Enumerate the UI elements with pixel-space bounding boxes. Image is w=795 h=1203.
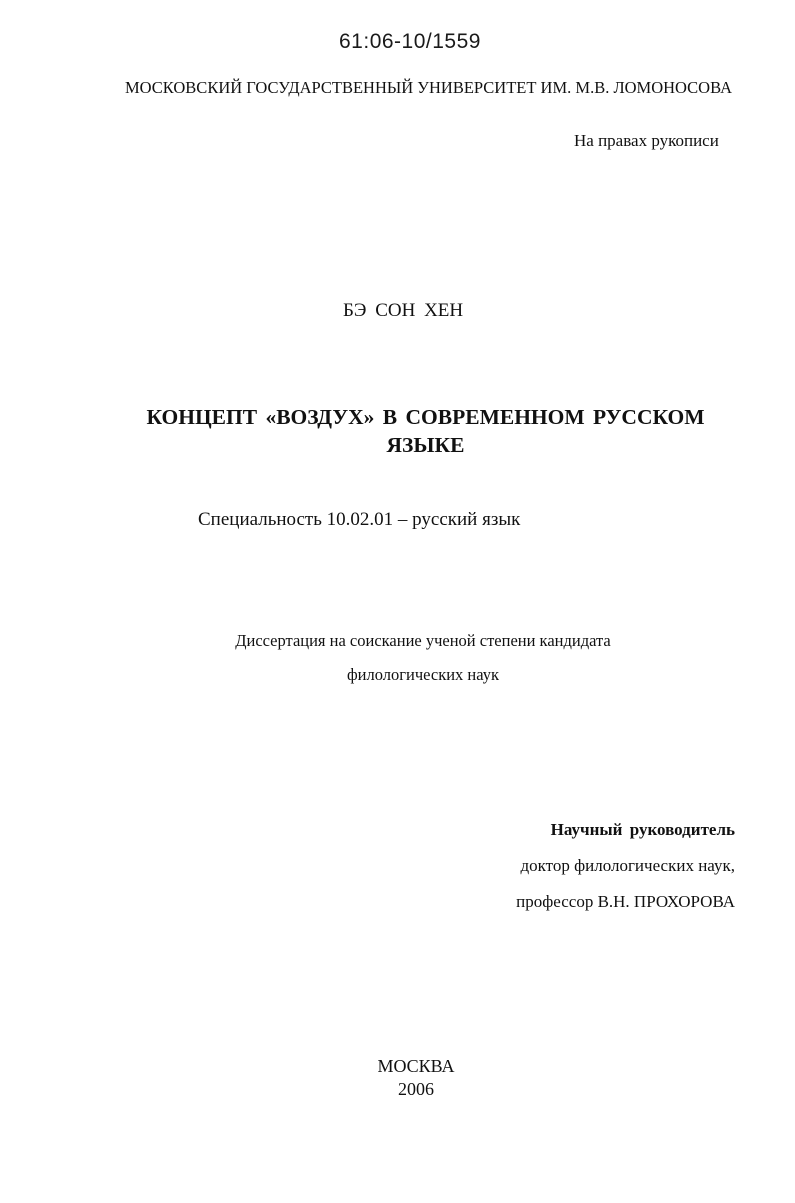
- specialty-line: Специальность 10.02.01 – русский язык: [198, 509, 521, 530]
- supervisor-degree: доктор филологических наук,: [520, 856, 735, 875]
- supervisor-heading: Научный руководитель: [550, 820, 735, 839]
- title-line-1: КОНЦЕПТ «ВОЗДУХ» В СОВРЕМЕННОМ РУССКОМ: [146, 405, 705, 429]
- author-name: БЭ СОН ХЕН: [343, 300, 464, 321]
- dissertation-title: [143, 403, 708, 459]
- supervisor-name: профессор В.Н. ПРОХОРОВА: [516, 892, 735, 911]
- title-line-2: ЯЗЫКЕ: [386, 433, 465, 457]
- city-name: МОСКВА: [377, 1056, 455, 1076]
- degree-statement-line-2: филологических наук: [346, 665, 500, 684]
- catalog-number-stamp: 61:06-10/1559: [339, 30, 481, 53]
- year: 2006: [398, 1079, 434, 1099]
- place-and-year: [360, 1055, 472, 1101]
- supervisor-block: [516, 812, 735, 920]
- manuscript-rights-note: На правах рукописи: [574, 131, 719, 150]
- university-name: МОСКОВСКИЙ ГОСУДАРСТВЕННЫЙ УНИВЕРСИТЕТ ИМ. М.В. ЛОМОНОСОВА: [125, 78, 732, 97]
- degree-statement: [208, 624, 638, 692]
- degree-statement-line-1: Диссертация на соискание ученой степени кандидата: [235, 631, 611, 650]
